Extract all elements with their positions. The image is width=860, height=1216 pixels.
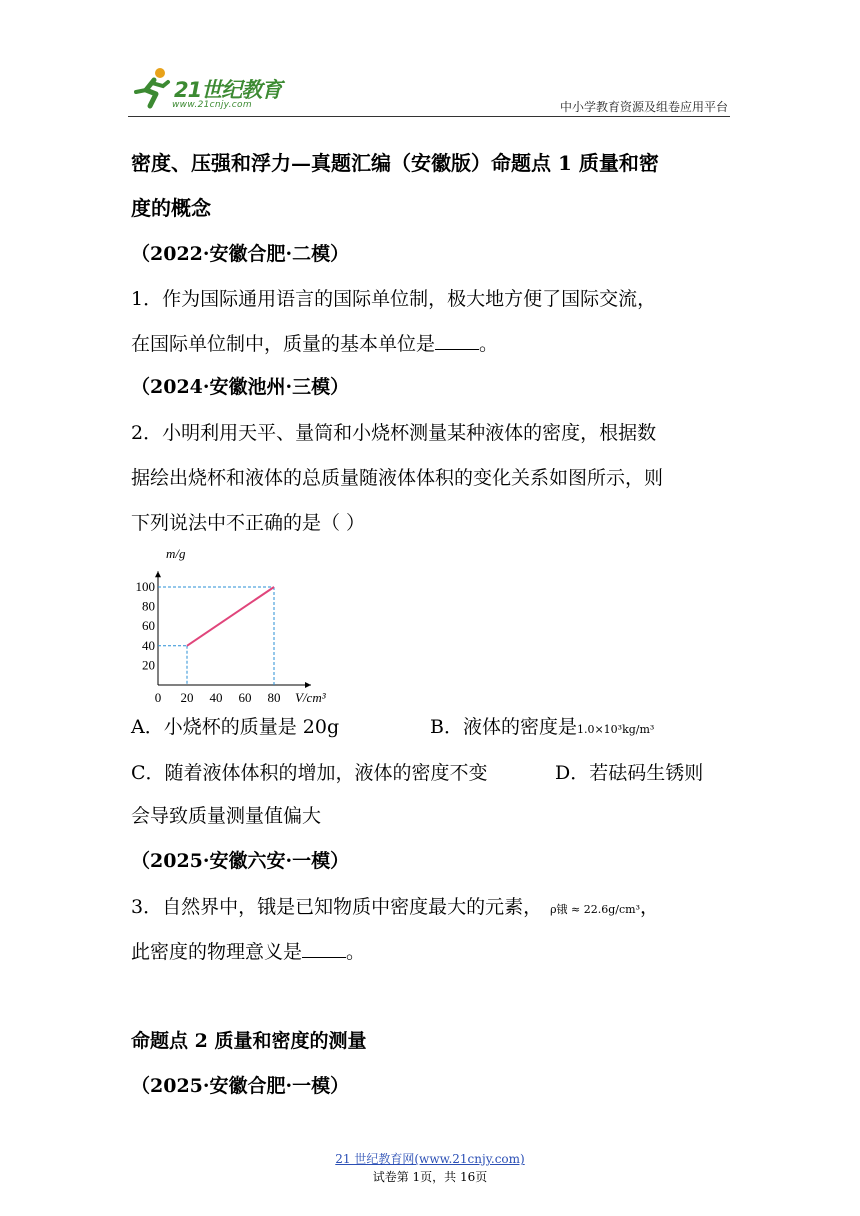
- x-tick-label: 40: [209, 690, 223, 705]
- y-tick-label: 80: [142, 598, 155, 614]
- q1-line2-end: 。: [479, 333, 499, 355]
- header-divider: [128, 116, 730, 117]
- q3-line1: [131, 894, 731, 923]
- q3-line1-text: 3．自然界中，锇是已知物质中密度最大的元素，: [131, 896, 543, 918]
- q2-line2: 据绘出烧杯和液体的总质量随液体体积的变化关系如图所示，则: [131, 467, 664, 489]
- footer-link[interactable]: [0, 1150, 860, 1167]
- y-tick-label: 60: [142, 618, 155, 634]
- logo-number: 21世纪教育: [174, 78, 282, 102]
- section2-title: 命题点 2 质量和密度的测量: [131, 1030, 367, 1052]
- x-axis-label: V/cm³: [295, 690, 326, 705]
- logo: [132, 66, 282, 114]
- footer-page-number: 试卷第 1页，共 16页: [372, 1170, 488, 1184]
- footer-link-text[interactable]: 21 世纪教育网(www.21cnjy.com): [335, 1152, 525, 1166]
- x-axis-arrow: [305, 682, 311, 688]
- q1-line2: [131, 331, 731, 357]
- q3-line2-text: 此密度的物理意义是: [131, 941, 303, 963]
- option-b-formula: 1.0×10³kg/m³: [576, 723, 655, 736]
- x-tick-label: 20: [180, 690, 194, 705]
- answer-blank[interactable]: [435, 331, 479, 350]
- x-tick-label: 0: [154, 690, 162, 705]
- answer-blank[interactable]: [302, 939, 346, 958]
- option-b[interactable]: [430, 714, 654, 743]
- logo-url: www.21cnjy.com: [172, 100, 252, 110]
- y-axis-label: m/g: [166, 546, 186, 561]
- option-a[interactable]: A．小烧杯的质量是 20g: [131, 716, 340, 738]
- q1-line2-text: 在国际单位制中，质量的基本单位是: [131, 333, 436, 355]
- q1-source: （2022·安徽合肥·二模）: [131, 243, 350, 265]
- q1-line1: 1．作为国际通用语言的国际单位制，极大地方便了国际交流，: [131, 288, 657, 310]
- option-c[interactable]: C．随着液体体积的增加，液体的密度不变: [131, 762, 488, 784]
- page-title-line1: 密度、压强和浮力—真题汇编（安徽版）命题点 1 质量和密: [131, 151, 659, 175]
- q3-formula: ρ锇 ≈ 22.6g/cm³: [550, 903, 641, 916]
- q3-source: （2025·安徽六安·一模）: [131, 850, 350, 872]
- x-tick-label: 80: [267, 690, 281, 705]
- y-axis-arrow: [155, 571, 161, 577]
- runner-icon: [132, 66, 172, 110]
- page-header: [128, 62, 730, 118]
- q2-options-cd: [131, 760, 731, 786]
- platform-label: 中小学教育资源及组卷应用平台: [559, 100, 728, 114]
- mass-volume-chart: [128, 546, 348, 706]
- page-title-line2: 度的概念: [131, 196, 211, 220]
- option-d-continued: 会导致质量测量值偏大: [131, 805, 322, 827]
- option-b-text: B．液体的密度是: [430, 716, 577, 738]
- y-tick-label: 100: [135, 579, 155, 594]
- q3-line2-end: 。: [346, 941, 366, 963]
- y-tick-label: 40: [142, 637, 155, 653]
- q3-line1-end: ，: [640, 896, 660, 918]
- option-d[interactable]: D．若砝码生锈则: [555, 762, 704, 784]
- series-line: [187, 587, 274, 646]
- q2-source: （2024·安徽池州·三模）: [131, 376, 350, 398]
- y-tick-label: 20: [142, 657, 155, 673]
- section2-source: （2025·安徽合肥·一模）: [131, 1075, 350, 1097]
- q2-line1: 2．小明利用天平、量筒和小烧杯测量某种液体的密度，根据数: [131, 422, 657, 444]
- q3-line2: [131, 939, 731, 965]
- q2-line3: 下列说法中不正确的是（ ）: [131, 512, 366, 534]
- q2-options-ab: [131, 714, 731, 740]
- x-tick-label: 60: [238, 690, 252, 705]
